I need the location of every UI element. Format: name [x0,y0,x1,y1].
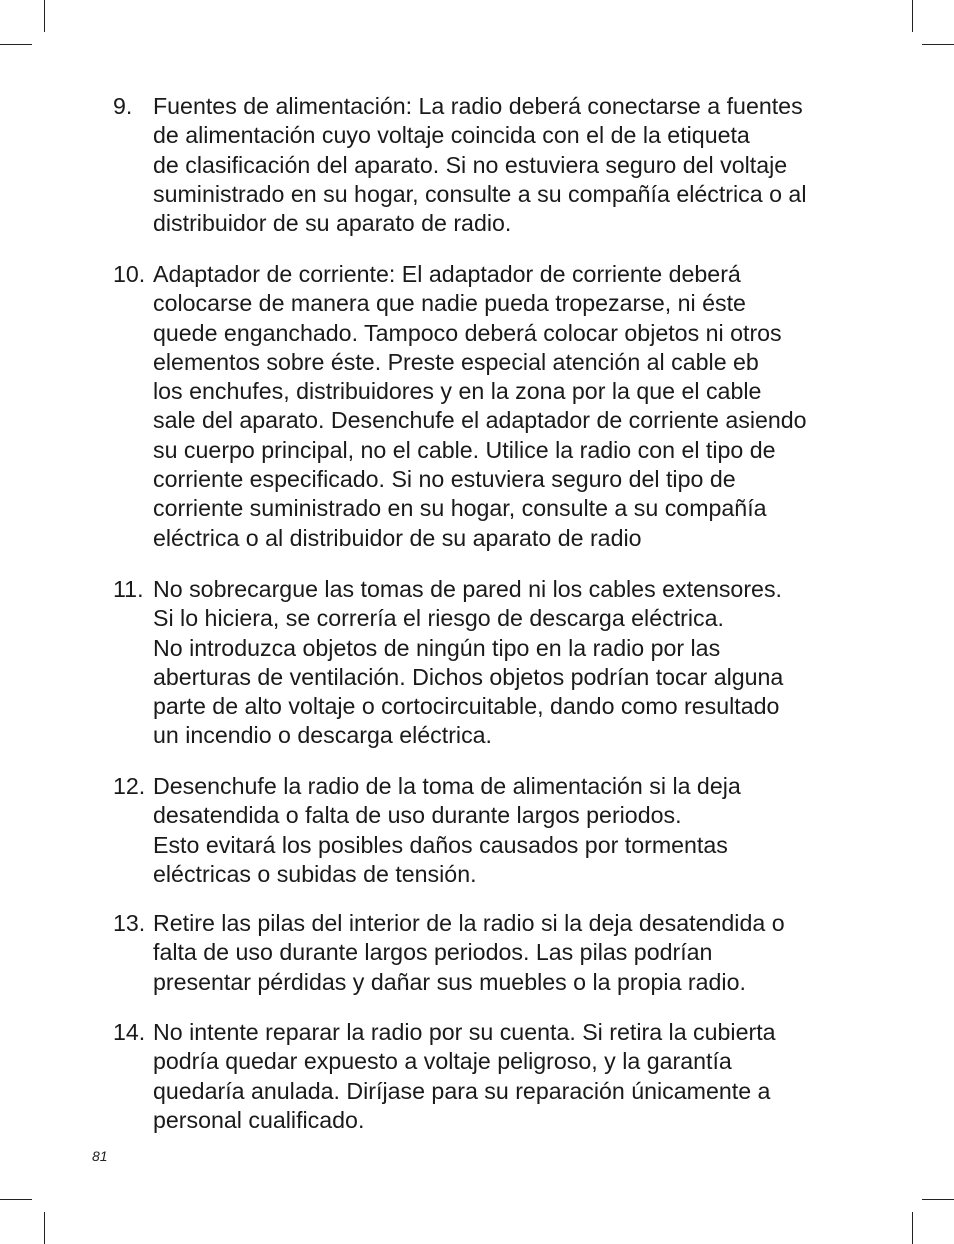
item-number: 12. [113,773,146,799]
item-line: Esto evitará los posibles daños causados por tormentas [153,831,728,858]
item-line: eléctrica o al distribuidor de su aparato de radio [153,524,642,551]
item-line: Desenchufe la radio de la toma de alimentación si la deja [153,773,741,799]
list-item-12 [113,772,853,889]
crop-mark [0,1199,32,1200]
crop-mark [922,1199,954,1200]
item-line: quedaría anulada. Diríjase para su reparación únicamente a [153,1077,771,1104]
item-line: corriente suministrado en su hogar, consulte a su compañía [153,495,767,522]
crop-mark [0,44,32,45]
item-number: 11. [113,576,144,602]
item-line: Adaptador de corriente: El adaptador de corriente deberá [153,261,741,287]
item-line: No sobrecargue las tomas de pared ni los cables extensores. [153,576,782,602]
item-line: un incendio o descarga eléctrica. [153,722,493,749]
item-line: desatendida o falta de uso durante largos periodos. [153,802,682,829]
item-line: No introduzca objetos de ningún tipo en la radio por las [153,634,721,661]
crop-mark [44,1212,45,1244]
crop-mark [912,0,913,32]
item-line: Retire las pilas del interior de la radio si la deja desatendida o [153,910,785,936]
item-line: aberturas de ventilación. Dichos objetos podrían tocar alguna [153,663,784,690]
item-number: 13. [113,910,146,936]
item-line: sale del aparato. Desenchufe el adaptador de corriente asiendo [153,407,807,434]
item-line: No intente reparar la radio por su cuenta. Si retira la cubierta [153,1019,776,1045]
list-item-13 [113,909,853,997]
item-line: eléctricas o subidas de tensión. [153,860,477,887]
item-line: los enchufes, distribuidores y en la zona por la que el cable [153,378,762,405]
item-line: personal cualificado. [153,1106,365,1133]
list-item-14 [113,1018,853,1135]
item-line: de alimentación cuyo voltaje coincida con el de la etiqueta [153,122,750,149]
crop-mark [922,44,954,45]
item-number: 14. [113,1019,146,1045]
item-line: suministrado en su hogar, consulte a su compañía eléctrica o al [153,180,807,207]
item-number: 9. [113,93,133,119]
item-line: parte de alto voltaje o cortocircuitable, dando como resultado [153,693,780,720]
item-line: podría quedar expuesto a voltaje peligroso, y la garantía [153,1048,732,1075]
item-line: su cuerpo principal, no el cable. Utilice la radio con el tipo de [153,436,776,463]
list-item-10 [113,260,853,553]
item-line: Si lo hiciera, se correría el riesgo de descarga eléctrica. [153,605,724,632]
crop-mark [912,1212,913,1244]
item-line: elementos sobre éste. Preste especial atención al cable eb [153,348,759,375]
page-number: 81 [92,1148,108,1164]
list-item-9 [113,92,853,238]
item-line: corriente especificado. Si no estuviera seguro del tipo de [153,466,736,493]
item-line: quede enganchado. Tampoco deberá colocar objetos ni otros [153,319,782,346]
crop-mark [44,0,45,32]
item-line: presentar pérdidas y dañar sus muebles o la propia radio. [153,968,746,995]
item-line: distribuidor de su aparato de radio. [153,210,512,237]
list-item-11 [113,575,853,751]
item-line: Fuentes de alimentación: La radio deberá conectarse a fuentes [153,93,803,119]
item-number: 10. [113,261,146,287]
item-line: de clasificación del aparato. Si no estuviera seguro del voltaje [153,151,788,178]
item-line: colocarse de manera que nadie pueda tropezarse, ni éste [153,290,746,317]
item-line: falta de uso durante largos periodos. Las pilas podrían [153,939,713,966]
